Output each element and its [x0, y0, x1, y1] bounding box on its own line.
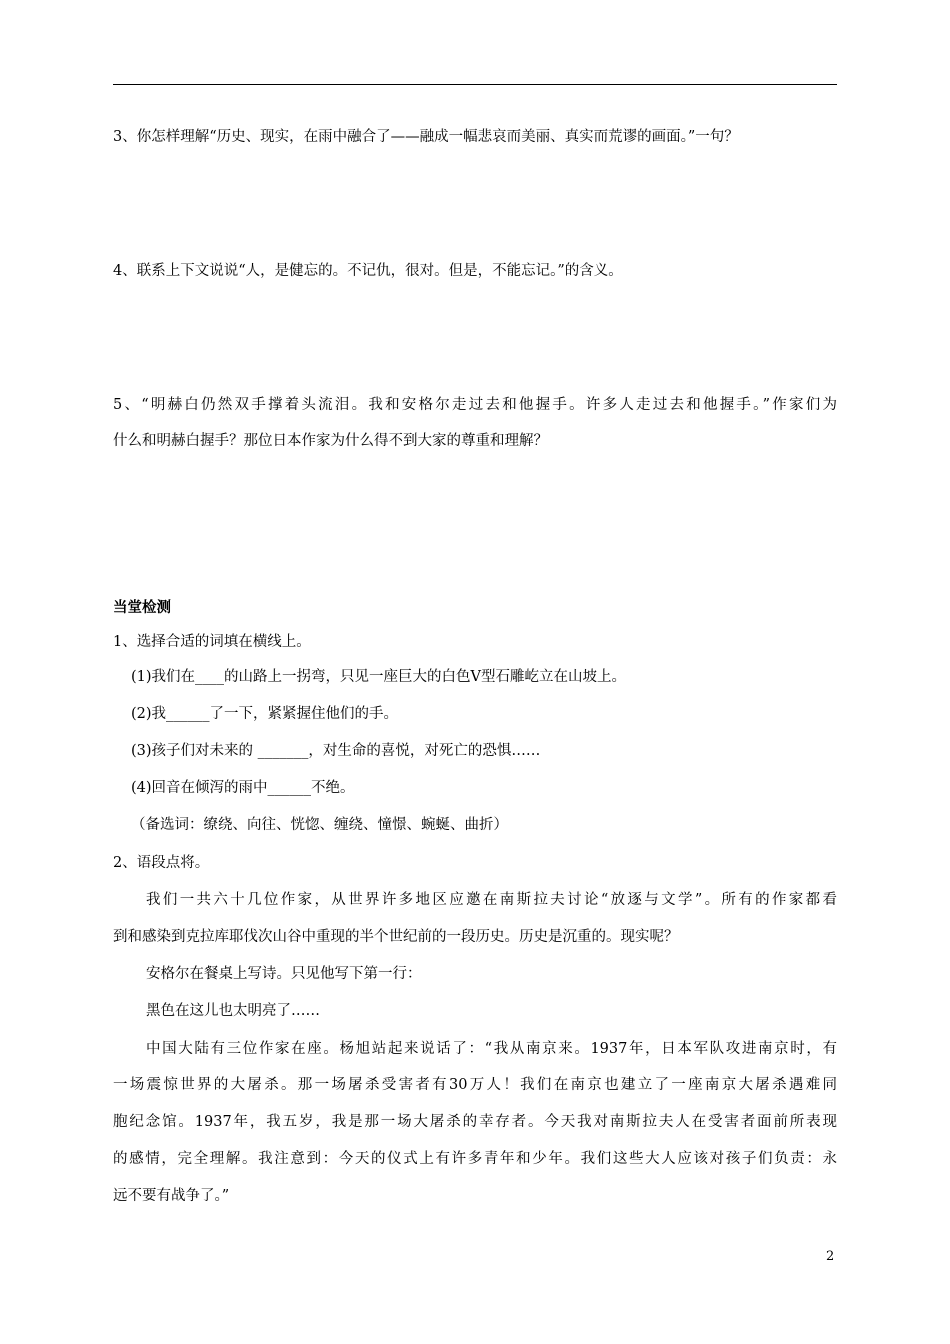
- question-5-line-1: 5、“明赫白仍然双手撑着头流泪。我和安格尔走过去和他握手。许多人走过去和他握手。”作家们为: [113, 397, 837, 413]
- header-rule: [113, 84, 837, 85]
- paragraph-3: 黑色在这儿也太明亮了……: [146, 1003, 320, 1019]
- paragraph-4-line-2: 一场震惊世界的大屠杀。那一场屠杀受害者有30万人！我们在南京也建立了一座南京大屠杀遇难同: [113, 1077, 837, 1093]
- exercise-1-options: （备选词：缭绕、向往、恍惚、缠绕、憧憬、蜿蜒、曲折）: [131, 817, 508, 833]
- paragraph-2: 安格尔在餐桌上写诗。只见他写下第一行：: [146, 966, 422, 982]
- question-4: 4、联系上下文说说“人，是健忘的。不记仇，很对。但是，不能忘记。”的含义。: [113, 263, 623, 279]
- page-number: 2: [826, 1249, 835, 1264]
- exercise-1-item-3: (3)孩子们对未来的 _______，对生命的喜悦，对死亡的恐惧……: [131, 743, 541, 759]
- exercise-1-item-1: (1)我们在____的山路上一拐弯，只见一座巨大的白色V型石雕屹立在山坡上。: [131, 669, 627, 685]
- exercise-2-prompt: 2、语段点将。: [113, 855, 210, 871]
- paragraph-4-line-5: 远不要有战争了。”: [113, 1188, 230, 1204]
- paragraph-4-line-3: 胞纪念馆。1937年，我五岁，我是那一场大屠杀的幸存者。今天我对南斯拉夫人在受害者面前所表现: [113, 1114, 837, 1130]
- paragraph-1-line-2: 到和感染到克拉库耶伐次山谷中重现的半个世纪前的一段历史。历史是沉重的。现实呢？: [113, 929, 679, 945]
- paragraph-1-line-1: 我们一共六十几位作家，从世界许多地区应邀在南斯拉夫讨论“放逐与文学”。所有的作家都看: [146, 892, 837, 908]
- question-3: 3、你怎样理解“历史、现实，在雨中融合了——融成一幅悲哀而美丽、真实而荒谬的画面。”一句？: [113, 129, 739, 145]
- question-5-line-2: 什么和明赫白握手？那位日本作家为什么得不到大家的尊重和理解？: [113, 433, 548, 449]
- exercise-1-item-2: (2)我______了一下，紧紧握住他们的手。: [131, 706, 399, 722]
- paragraph-4-line-1: 中国大陆有三位作家在座。杨旭站起来说话了：“我从南京来。1937年，日本军队攻进南京时，有: [146, 1041, 837, 1057]
- paragraph-4-line-4: 的感情，完全理解。我注意到：今天的仪式上有许多青年和少年。我们这些大人应该对孩子们负责：永: [113, 1151, 837, 1167]
- exercise-1-item-4: (4)回音在倾泻的雨中______不绝。: [131, 780, 355, 796]
- section-title: 当堂检测: [113, 600, 171, 616]
- exercise-1-prompt: 1、选择合适的词填在横线上。: [113, 634, 311, 650]
